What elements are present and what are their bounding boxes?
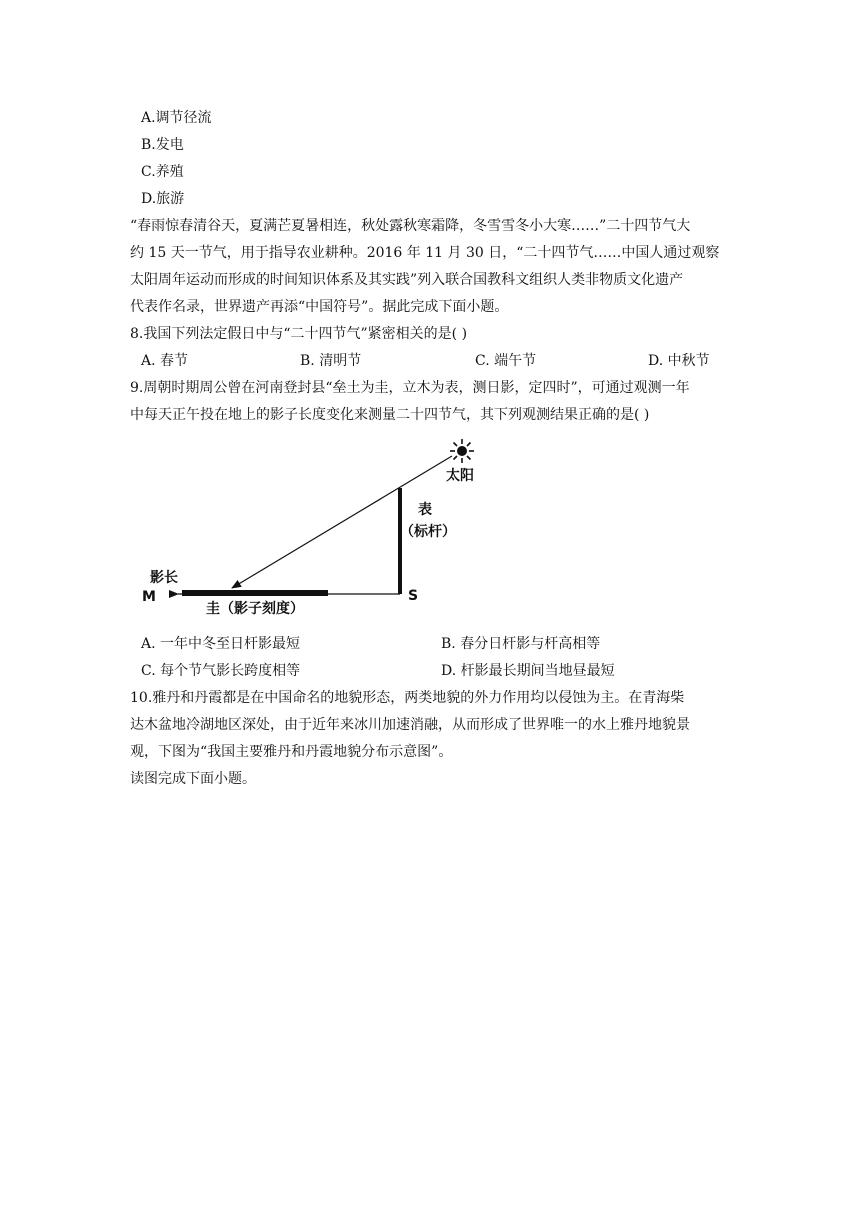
q9-option-c: C. 每个节气影长跨度相等: [141, 663, 301, 679]
gui-label: 圭（影子刻度）: [206, 601, 304, 617]
q8-option-a: A. 春节: [141, 353, 189, 369]
pole-label-sub: （标杆）: [400, 524, 456, 540]
sun-icon: [450, 439, 474, 463]
q10-line: 读图完成下面小题。: [130, 771, 256, 787]
pole-label: 表: [418, 502, 432, 518]
intro-line: “春雨惊春清谷天，夏满芒夏暑相连，秋处露秋寒霜降，冬雪雪冬小大寒……”二十四节气大: [130, 218, 691, 234]
point-s-label: S: [408, 588, 419, 604]
intro-line: 代表作名录，世界遗产再添“中国符号”。据此完成下面小题。: [130, 299, 509, 315]
q8-option-c: C. 端午节: [475, 353, 537, 369]
q9-option-d: D. 杆影最长期间当地昼最短: [441, 663, 615, 679]
point-m-label: M: [142, 589, 156, 605]
q8-stem: 8.我国下列法定假日中与“二十四节气”紧密相关的是( ): [130, 326, 468, 342]
sun-label: 太阳: [446, 468, 474, 484]
q9-stem-line: 中每天正午投在地上的影子长度变化来测量二十四节气，其下列观测结果正确的是( ): [130, 407, 650, 423]
q9-stem-line: 9.周朝时期周公曾在河南登封县“垒土为圭，立木为表，测日影，定四时”，可通过观测一年: [130, 380, 690, 396]
q10-line: 10.雅丹和丹霞都是在中国命名的地貌形态，两类地貌的外力作用均以侵蚀为主。在青海柴: [130, 690, 685, 706]
q7-option-d: D.旅游: [141, 191, 185, 207]
q10-line: 达木盆地冷湖地区深处，由于近年来冰川加速消融，从而形成了世界唯一的水上雅丹地貌景: [130, 717, 690, 733]
q7-option-a: A.调节径流: [141, 110, 212, 126]
intro-line: 约 15 天一节气，用于指导农业耕种。2016 年 11 月 30 日，“二十四节气……中国人通过观察: [130, 245, 720, 261]
q9-option-a: A. 一年中冬至日杆影最短: [141, 636, 301, 652]
q7-option-c: C.养殖: [141, 164, 184, 180]
q7-option-b: B.发电: [141, 137, 184, 153]
sun-ray-arrow: [232, 456, 452, 588]
q8-option-b: B. 清明节: [300, 353, 362, 369]
q10-line: 观，下图为“我国主要雅丹和丹霞地貌分布示意图”。: [130, 744, 453, 760]
q9-option-b: B. 春分日杆影与杆高相等: [441, 636, 601, 652]
intro-line: 太阳周年运动而形成的时间知识体系及其实践”列入联合国教科文组织人类非物质文化遗产: [130, 272, 684, 288]
gnomon-diagram: [130, 430, 490, 620]
shadow-length-label: 影长: [150, 570, 178, 586]
shadow-bar: [182, 590, 328, 596]
q8-option-d: D. 中秋节: [648, 353, 710, 369]
